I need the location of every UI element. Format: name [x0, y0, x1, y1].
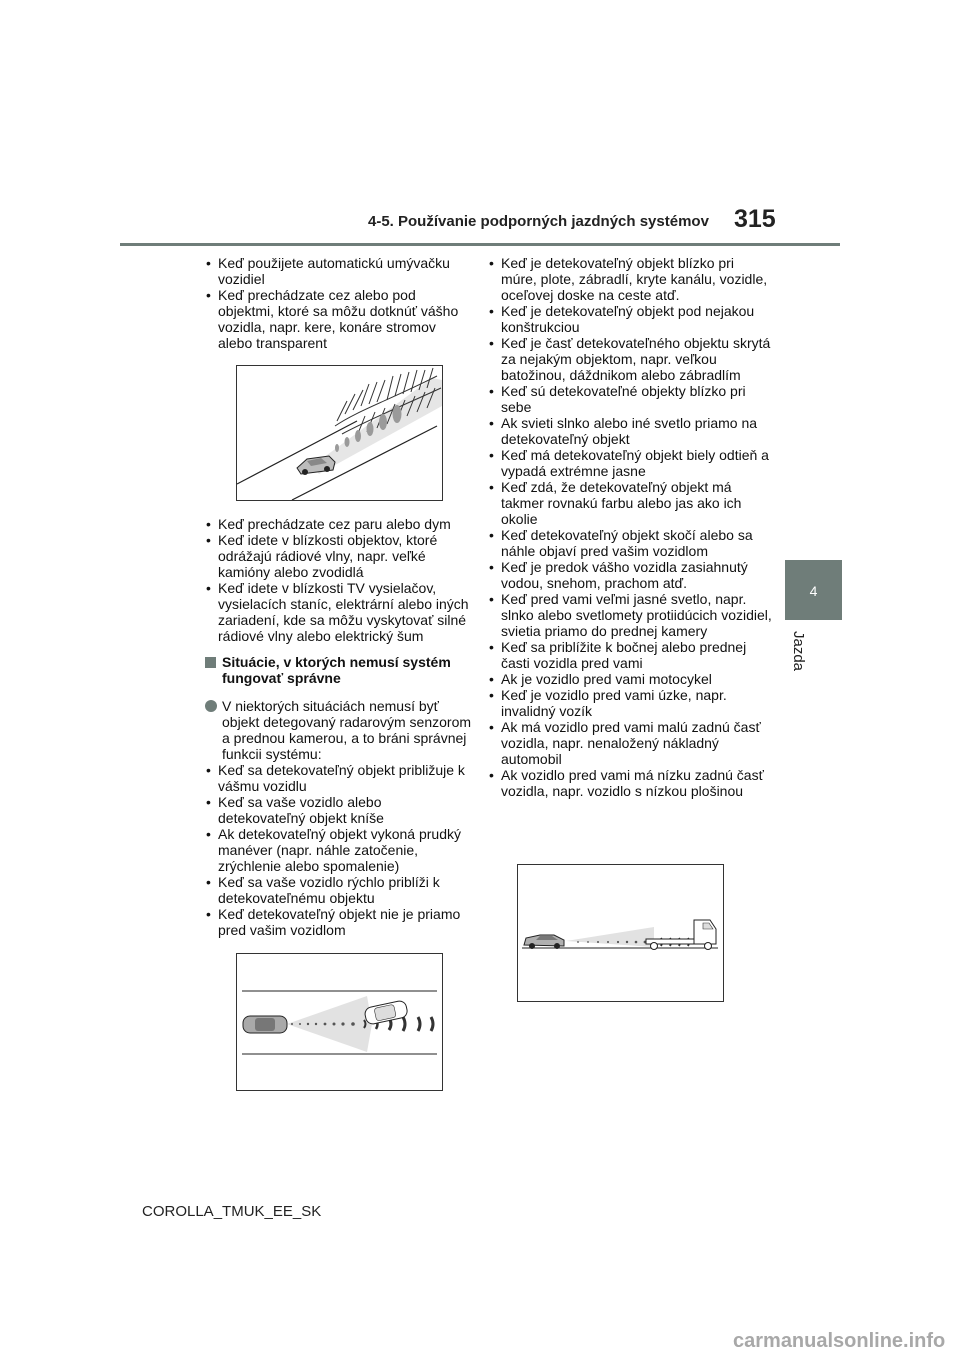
chapter-tab-label: Jazda	[790, 631, 807, 672]
page-number: 315	[734, 205, 776, 233]
header-rule	[120, 243, 840, 246]
list-item: • Keď je predok vášho vozidla zasiahnutý vodou, snehom, prachom atď.	[483, 559, 773, 591]
car-illustration	[297, 456, 335, 475]
list-item: • Ak má vozidlo pred vami malú zadnú časť vozidla, napr. nenaložený nákladný automobil	[483, 719, 773, 767]
list-item: • Keď sú detekovateľné objekty blízko pri sebe	[483, 383, 773, 415]
list-item: • Keď má detekovateľný objekt biely odtieň a vypadá extrémne jasne	[483, 447, 773, 479]
list-item: • Keď idete v blízkosti objektov, ktoré odrážajú rádiové vlny, napr. veľké kamióny alebo zvodidlá	[200, 532, 472, 580]
list-item: • Ak svieti slnko alebo iné svetlo priamo na detekovateľný objekt	[483, 415, 773, 447]
list-item: • Keď je vozidlo pred vami úzke, napr. invalidný vozík	[483, 687, 773, 719]
list-item: • Keď idete v blízkosti TV vysielačov, vysielacích staníc, elektrární alebo iných zariadení, kde sa môžu vyskytovať silné rádiové vlny alebo elektrický šum	[200, 580, 472, 644]
figure-low-platform-truck	[517, 864, 724, 1002]
list-item: • Keď je časť detekovateľného objektu skrytá za nejakým objektom, napr. veľkou batožinou, dáždnikom alebo zábradlím	[483, 335, 773, 383]
section-heading: Situácie, v ktorých nemusí systém fungovať správne	[200, 654, 472, 686]
circle-bullet-icon	[205, 700, 217, 712]
list-item: • Keď je detekovateľný objekt pod nejakou konštrukciou	[483, 303, 773, 335]
list-item: • Keď detekovateľný objekt nie je priamo pred vašim vozidlom	[200, 906, 472, 938]
list-item: • Keď prechádzate cez alebo pod objektmi, ktoré sa môžu dotknúť vášho vozidla, napr. kere, konáre stromov alebo transparent	[200, 287, 472, 351]
own-car-illustration	[243, 1016, 287, 1033]
list-item: • Ak detekovateľný objekt vykoná prudký manéver (napr. náhle zatočenie, zrýchlenie alebo spomalenie)	[200, 826, 472, 874]
figure-approaching-vehicle	[236, 953, 443, 1091]
list-item: • Keď je detekovateľný objekt blízko pri múre, plote, zábradlí, kryte kanálu, vozidle, oceľovej doske na ceste atď.	[483, 255, 773, 303]
list-item: • Ak je vozidlo pred vami motocykel	[483, 671, 773, 687]
list-item: • Keď prechádzate cez paru alebo dym	[200, 516, 472, 532]
right-column	[483, 255, 773, 799]
list-item: • Keď sa vaše vozidlo alebo detekovateľný objekt kníše	[200, 794, 472, 826]
list-item: • Keď zdá, že detekovateľný objekt má takmer rovnakú farbu alebo jas ako ich okolie	[483, 479, 773, 527]
intro-paragraph: V niektorých situáciách nemusí byť objekt detegovaný radarovým senzorom a prednou kamerou, a to bráni správnej funkcii systému: • Keď sa detekovateľný objekt približuje k vášmu vozidlu • Keď sa vaše vozidlo alebo detekovateľný objekt kníše • Ak detekovateľný objekt vykoná prudký manéver (napr. náhle zatočenie, zrýchlenie alebo spomalenie) • Keď sa vaše vozidlo rýchlo priblíži k detekovateľnému objektu • Keď detekovateľný objekt nie je priamo pred vašim vozidlom	[200, 698, 472, 938]
bullet-list-a	[200, 255, 472, 351]
square-bullet-icon	[205, 657, 216, 668]
list-item: • Keď použijete automatickú umývačku vozidiel	[200, 255, 472, 287]
list-item: • Keď pred vami veľmi jasné svetlo, napr. slnko alebo svetlomety protiidúcich vozidiel, svietia priamo do prednej kamery	[483, 591, 773, 639]
radar-beam	[566, 927, 654, 947]
approaching-car-illustration	[364, 1000, 409, 1025]
bullet-list-b	[200, 516, 472, 644]
bullet-list-c	[200, 762, 472, 938]
bullet-list-right	[483, 255, 773, 799]
chapter-title: 4-5. Používanie podporných jazdných systémov	[368, 213, 709, 230]
list-item: • Ak vozidlo pred vami má nízku zadnú časť vozidla, napr. vozidlo s nízkou plošinou	[483, 767, 773, 799]
left-column	[200, 255, 472, 938]
list-item: • Keď sa priblížite k bočnej alebo prednej časti vozidla pred vami	[483, 639, 773, 671]
truck-illustration	[646, 920, 716, 950]
list-item: • Keď sa vaše vozidlo rýchlo priblíži k detekovateľnému objektu	[200, 874, 472, 906]
own-car-illustration	[524, 935, 564, 949]
list-item: • Keď sa detekovateľný objekt približuje k vášmu vozidlu	[200, 762, 472, 794]
list-item: • Keď detekovateľný objekt skočí alebo sa náhle objaví pred vašim vozidlom	[483, 527, 773, 559]
watermark: carmanualsonline.info	[733, 1330, 946, 1352]
chapter-tab-number: 4	[809, 583, 818, 599]
figure-branches	[236, 365, 443, 501]
footer-code: COROLLA_TMUK_EE_SK	[142, 1203, 322, 1220]
